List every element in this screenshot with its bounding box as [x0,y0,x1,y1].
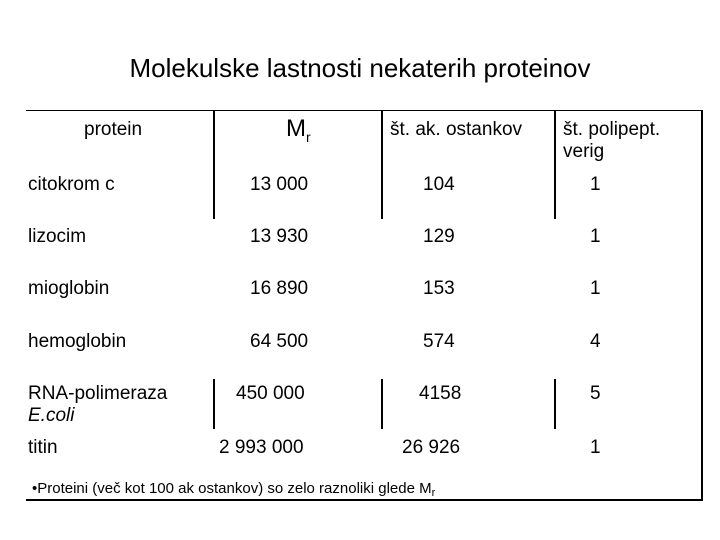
cell-residues: 104 [423,174,455,195]
header-chains-line2: verig [563,141,605,162]
cell-protein-name: citokrom c [28,174,115,195]
cell-residues: 129 [423,226,455,247]
cell-mr: 16 890 [250,278,309,299]
header-residues: št. ak. ostankov [390,119,523,140]
column-divider [381,111,383,219]
cell-mr: 450 000 [236,383,305,404]
column-divider [213,111,215,219]
header-chains [563,119,660,163]
column-divider [554,379,556,429]
cell-protein-name: lizocim [28,226,87,247]
header-mr-subscript: r [306,129,311,145]
cell-residues: 4158 [419,383,462,404]
column-divider [381,379,383,429]
cell-residues: 26 926 [402,437,461,458]
cell-mr: 2 993 000 [219,437,304,458]
protein-table [26,110,703,501]
page-title: Molekulske lastnosti nekaterih proteinov [129,53,591,83]
cell-protein-name-organism: E.coli [28,405,75,426]
cell-residues: 574 [423,331,455,352]
header-protein: protein [84,119,143,140]
column-divider [213,379,215,429]
cell-chains: 4 [590,331,601,352]
cell-protein-name: titin [28,437,58,458]
footnote [32,480,435,502]
cell-chains: 1 [590,278,601,299]
cell-residues: 153 [423,278,455,299]
cell-chains: 1 [590,226,601,247]
header-chains-line1: št. polipept. [563,119,661,140]
column-divider [554,111,556,219]
cell-chains: 1 [590,174,601,195]
cell-mr: 13 000 [250,174,309,195]
header-mr-symbol: M [286,115,306,142]
footnote-subscript: r [431,487,436,499]
cell-protein-name: hemoglobin [28,331,127,352]
footnote-text: •Proteini (več kot 100 ak ostankov) so zelo raznoliki glede M [32,480,432,497]
cell-mr: 64 500 [250,331,309,352]
cell-chains: 5 [590,383,601,404]
cell-chains: 1 [590,437,601,458]
cell-protein-name [28,383,167,427]
cell-protein-name: mioglobin [28,278,110,299]
header-mr [286,115,311,148]
cell-mr: 13 930 [250,226,309,247]
cell-protein-name-line1: RNA-polimeraza [28,383,168,404]
